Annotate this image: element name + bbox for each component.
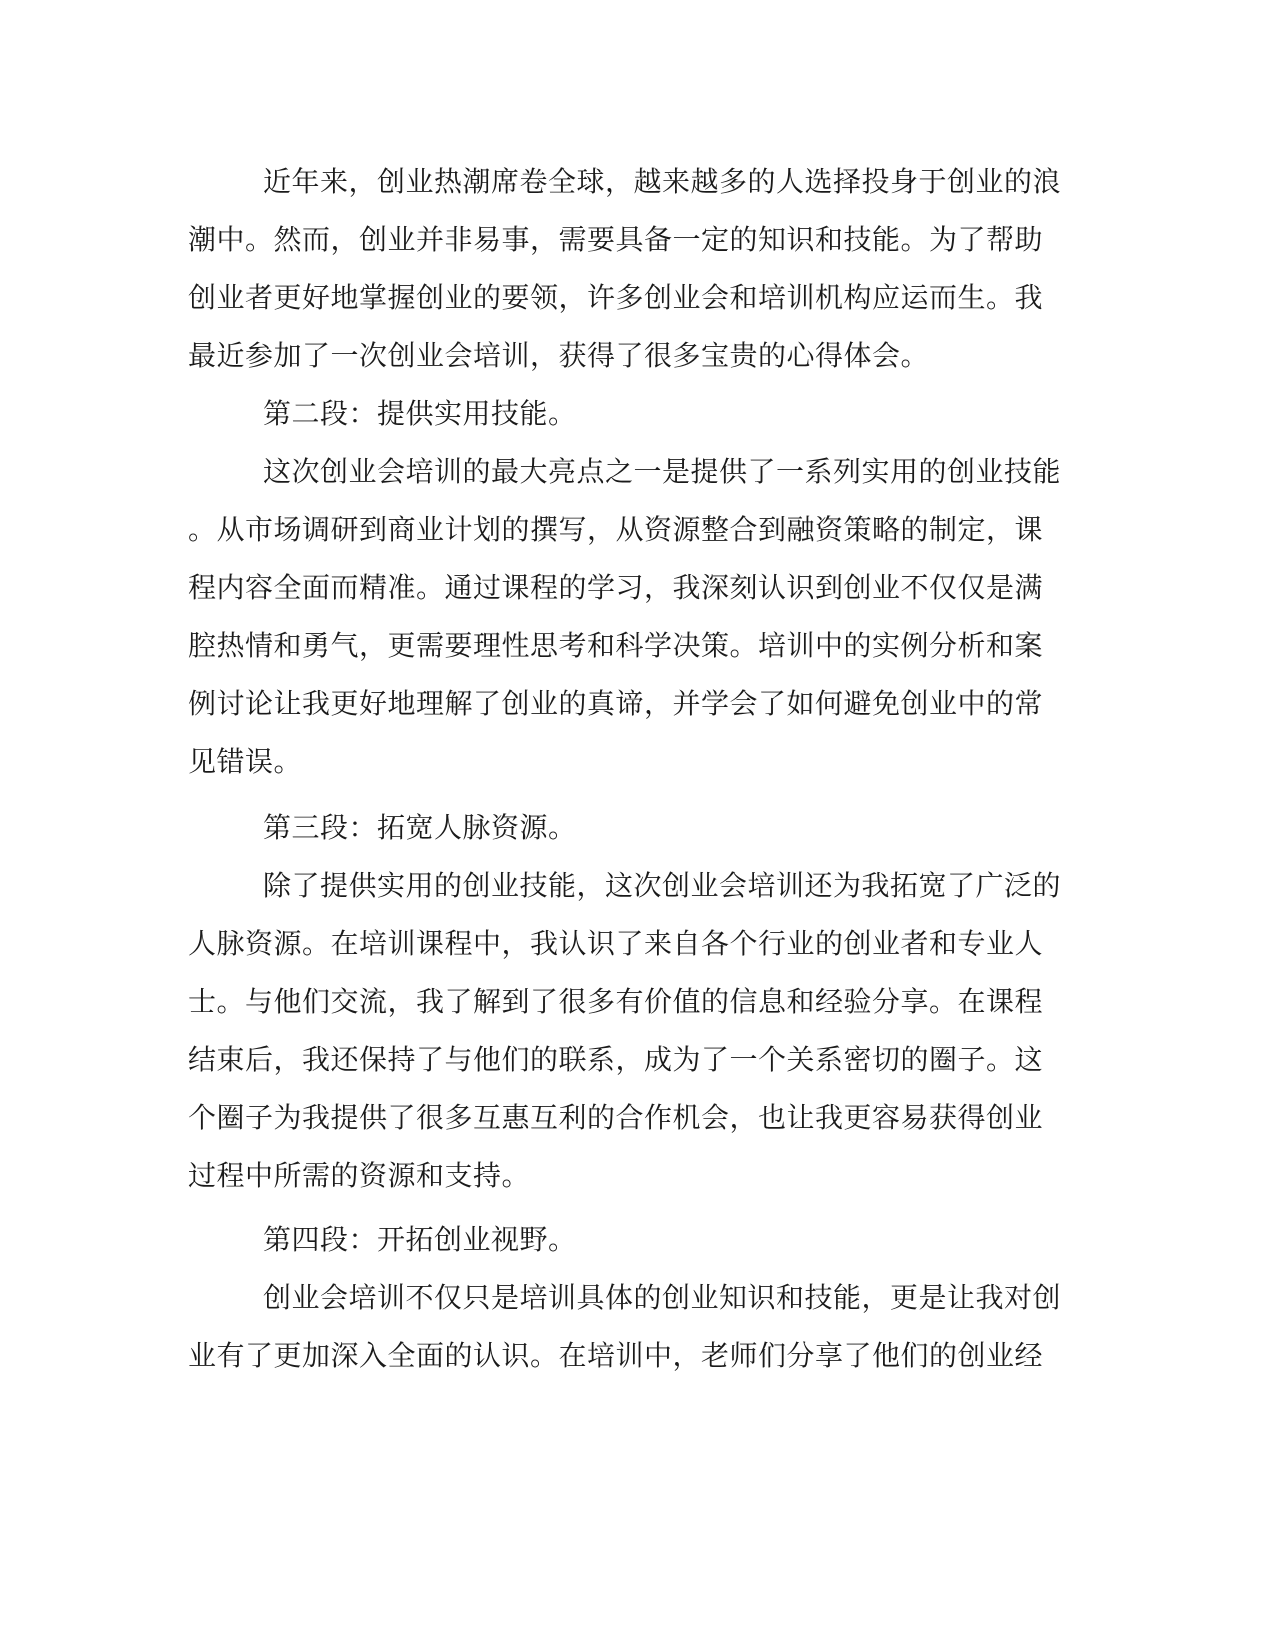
paragraph-2-line-6: 见错误。 [188, 745, 303, 778]
paragraph-1-line-2: 潮中。然而，创业并非易事，需要具备一定的知识和技能。为了帮助 [188, 223, 1044, 256]
paragraph-2-line-3: 程内容全面而精准。通过课程的学习，我深刻认识到创业不仅仅是满 [188, 571, 1044, 604]
paragraph-3-line-5: 个圈子为我提供了很多互惠互利的合作机会，也让我更容易获得创业 [188, 1101, 1044, 1134]
section-heading-4: 第四段：开拓创业视野。 [263, 1223, 577, 1256]
paragraph-2-line-1: 这次创业会培训的最大亮点之一是提供了一系列实用的创业技能 [263, 455, 1062, 488]
paragraph-2-line-2: 。从市场调研到商业计划的撰写，从资源整合到融资策略的制定，课 [188, 513, 1044, 546]
paragraph-4-line-1: 创业会培训不仅只是培训具体的创业知识和技能，更是让我对创 [263, 1281, 1062, 1314]
paragraph-4-line-2: 业有了更加深入全面的认识。在培训中，老师们分享了他们的创业经 [188, 1339, 1044, 1372]
section-heading-2: 第二段：提供实用技能。 [263, 397, 577, 430]
paragraph-2-line-4: 腔热情和勇气，更需要理性思考和科学决策。培训中的实例分析和案 [188, 629, 1044, 662]
paragraph-2-line-5: 例讨论让我更好地理解了创业的真谛，并学会了如何避免创业中的常 [188, 687, 1044, 720]
paragraph-1-line-1: 近年来，创业热潮席卷全球，越来越多的人选择投身于创业的浪 [263, 165, 1062, 198]
paragraph-1-line-4: 最近参加了一次创业会培训，获得了很多宝贵的心得体会。 [188, 339, 930, 372]
paragraph-3-line-6: 过程中所需的资源和支持。 [188, 1159, 531, 1192]
paragraph-3-line-1: 除了提供实用的创业技能，这次创业会培训还为我拓宽了广泛的 [263, 869, 1062, 902]
paragraph-3-line-3: 士。与他们交流，我了解到了很多有价值的信息和经验分享。在课程 [188, 985, 1044, 1018]
paragraph-1-line-3: 创业者更好地掌握创业的要领，许多创业会和培训机构应运而生。我 [188, 281, 1044, 314]
section-heading-3: 第三段：拓宽人脉资源。 [263, 811, 577, 844]
paragraph-3-line-4: 结束后，我还保持了与他们的联系，成为了一个关系密切的圈子。这 [188, 1043, 1044, 1076]
paragraph-3-line-2: 人脉资源。在培训课程中，我认识了来自各个行业的创业者和专业人 [188, 927, 1044, 960]
